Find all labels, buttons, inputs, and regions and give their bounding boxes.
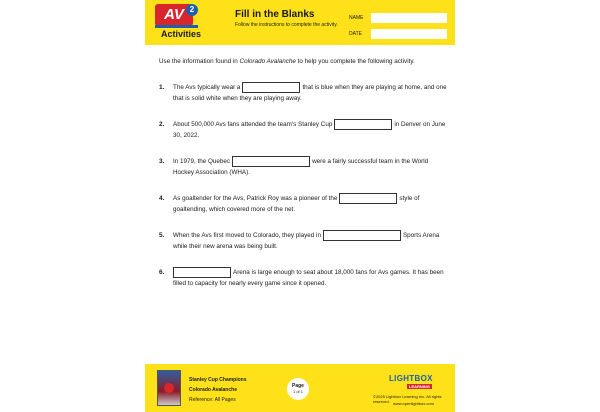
question-after: Arena is large enough to seat about 18,000 fans for Avs games. It has been filled to capacity for nearly every game since it opened.	[173, 269, 444, 288]
question-text	[173, 267, 449, 289]
question-after: style of goaltending, which covered more of the net.	[173, 195, 420, 214]
question-text	[173, 82, 449, 104]
question-before: In 1979, the Quebec	[173, 158, 231, 166]
intro-before: Use the information found in	[159, 58, 240, 65]
question-text	[173, 230, 449, 252]
av2-logo	[153, 4, 205, 40]
date-field[interactable]	[371, 29, 447, 39]
page-number: 1 of 1	[292, 389, 303, 394]
header-banner	[145, 0, 455, 45]
answer-blank[interactable]	[232, 156, 310, 167]
intro-book-title: Colorado Avalanche	[239, 58, 296, 65]
worksheet-page	[145, 0, 455, 412]
instructions-text	[159, 58, 449, 65]
question-number: 4.	[159, 195, 165, 202]
name-label: NAME	[349, 15, 364, 21]
worksheet-title: Fill in the Blanks	[235, 9, 315, 20]
question-text	[173, 193, 449, 215]
question-number: 1.	[159, 84, 165, 91]
question-before: As goaltender for the Avs, Patrick Roy was a pioneer of the	[173, 195, 338, 203]
lightbox-logo: LIGHTBOX	[389, 374, 433, 383]
question-after: in Denver on June 30, 2022.	[173, 121, 446, 140]
logo-underline	[155, 25, 198, 28]
name-field[interactable]	[371, 13, 447, 23]
question-number: 3.	[159, 158, 165, 165]
answer-blank[interactable]	[173, 267, 231, 278]
book-cover-image	[157, 370, 181, 406]
question-before: When the Avs first moved to Colorado, they played in	[173, 232, 321, 240]
question-after: that is blue when they are playing at home, and one that is solid white when they are playing away.	[173, 84, 447, 103]
reference-text: Reference: All Pages	[189, 397, 236, 403]
logo-activities-label: Activities	[160, 29, 202, 39]
learning-badge: LEARNING	[409, 384, 430, 389]
footer-banner	[145, 364, 455, 412]
question-number: 6.	[159, 269, 165, 276]
question-before: The Avs typically wear a	[173, 84, 241, 92]
question-before: About 500,000 Avs fans attended the team's Stanley Cup	[173, 121, 333, 129]
answer-blank[interactable]	[323, 230, 401, 241]
page-label: Page	[292, 383, 304, 389]
page-indicator	[287, 378, 309, 400]
book-title: Colorado Avalanche	[189, 387, 237, 393]
question-number: 5.	[159, 232, 165, 239]
website-link[interactable]: www.openlightbox.com	[393, 401, 434, 406]
worksheet-subtitle: Follow the instructions to complete the activity.	[235, 22, 338, 28]
copyright-text: ©2025 Lightbox Learning Inc. All rights reserved.	[373, 394, 442, 404]
intro-after: to help you complete the following activity.	[295, 58, 415, 65]
question-text	[173, 119, 449, 141]
date-label: DATE	[349, 31, 362, 37]
question-text	[173, 156, 449, 178]
answer-blank[interactable]	[339, 193, 397, 204]
question-after: Sports Arena while their new arena was being built.	[173, 232, 440, 251]
series-title: Stanley Cup Champions	[189, 377, 247, 383]
hockey-player-icon	[164, 383, 174, 393]
question-number: 2.	[159, 121, 165, 128]
logo-superscript: 2	[186, 4, 198, 16]
question-after: were a fairly successful team in the World Hockey Association (WHA).	[173, 158, 429, 177]
logo-av-text: AV	[155, 4, 193, 26]
answer-blank[interactable]	[334, 119, 392, 130]
answer-blank[interactable]	[242, 82, 300, 93]
